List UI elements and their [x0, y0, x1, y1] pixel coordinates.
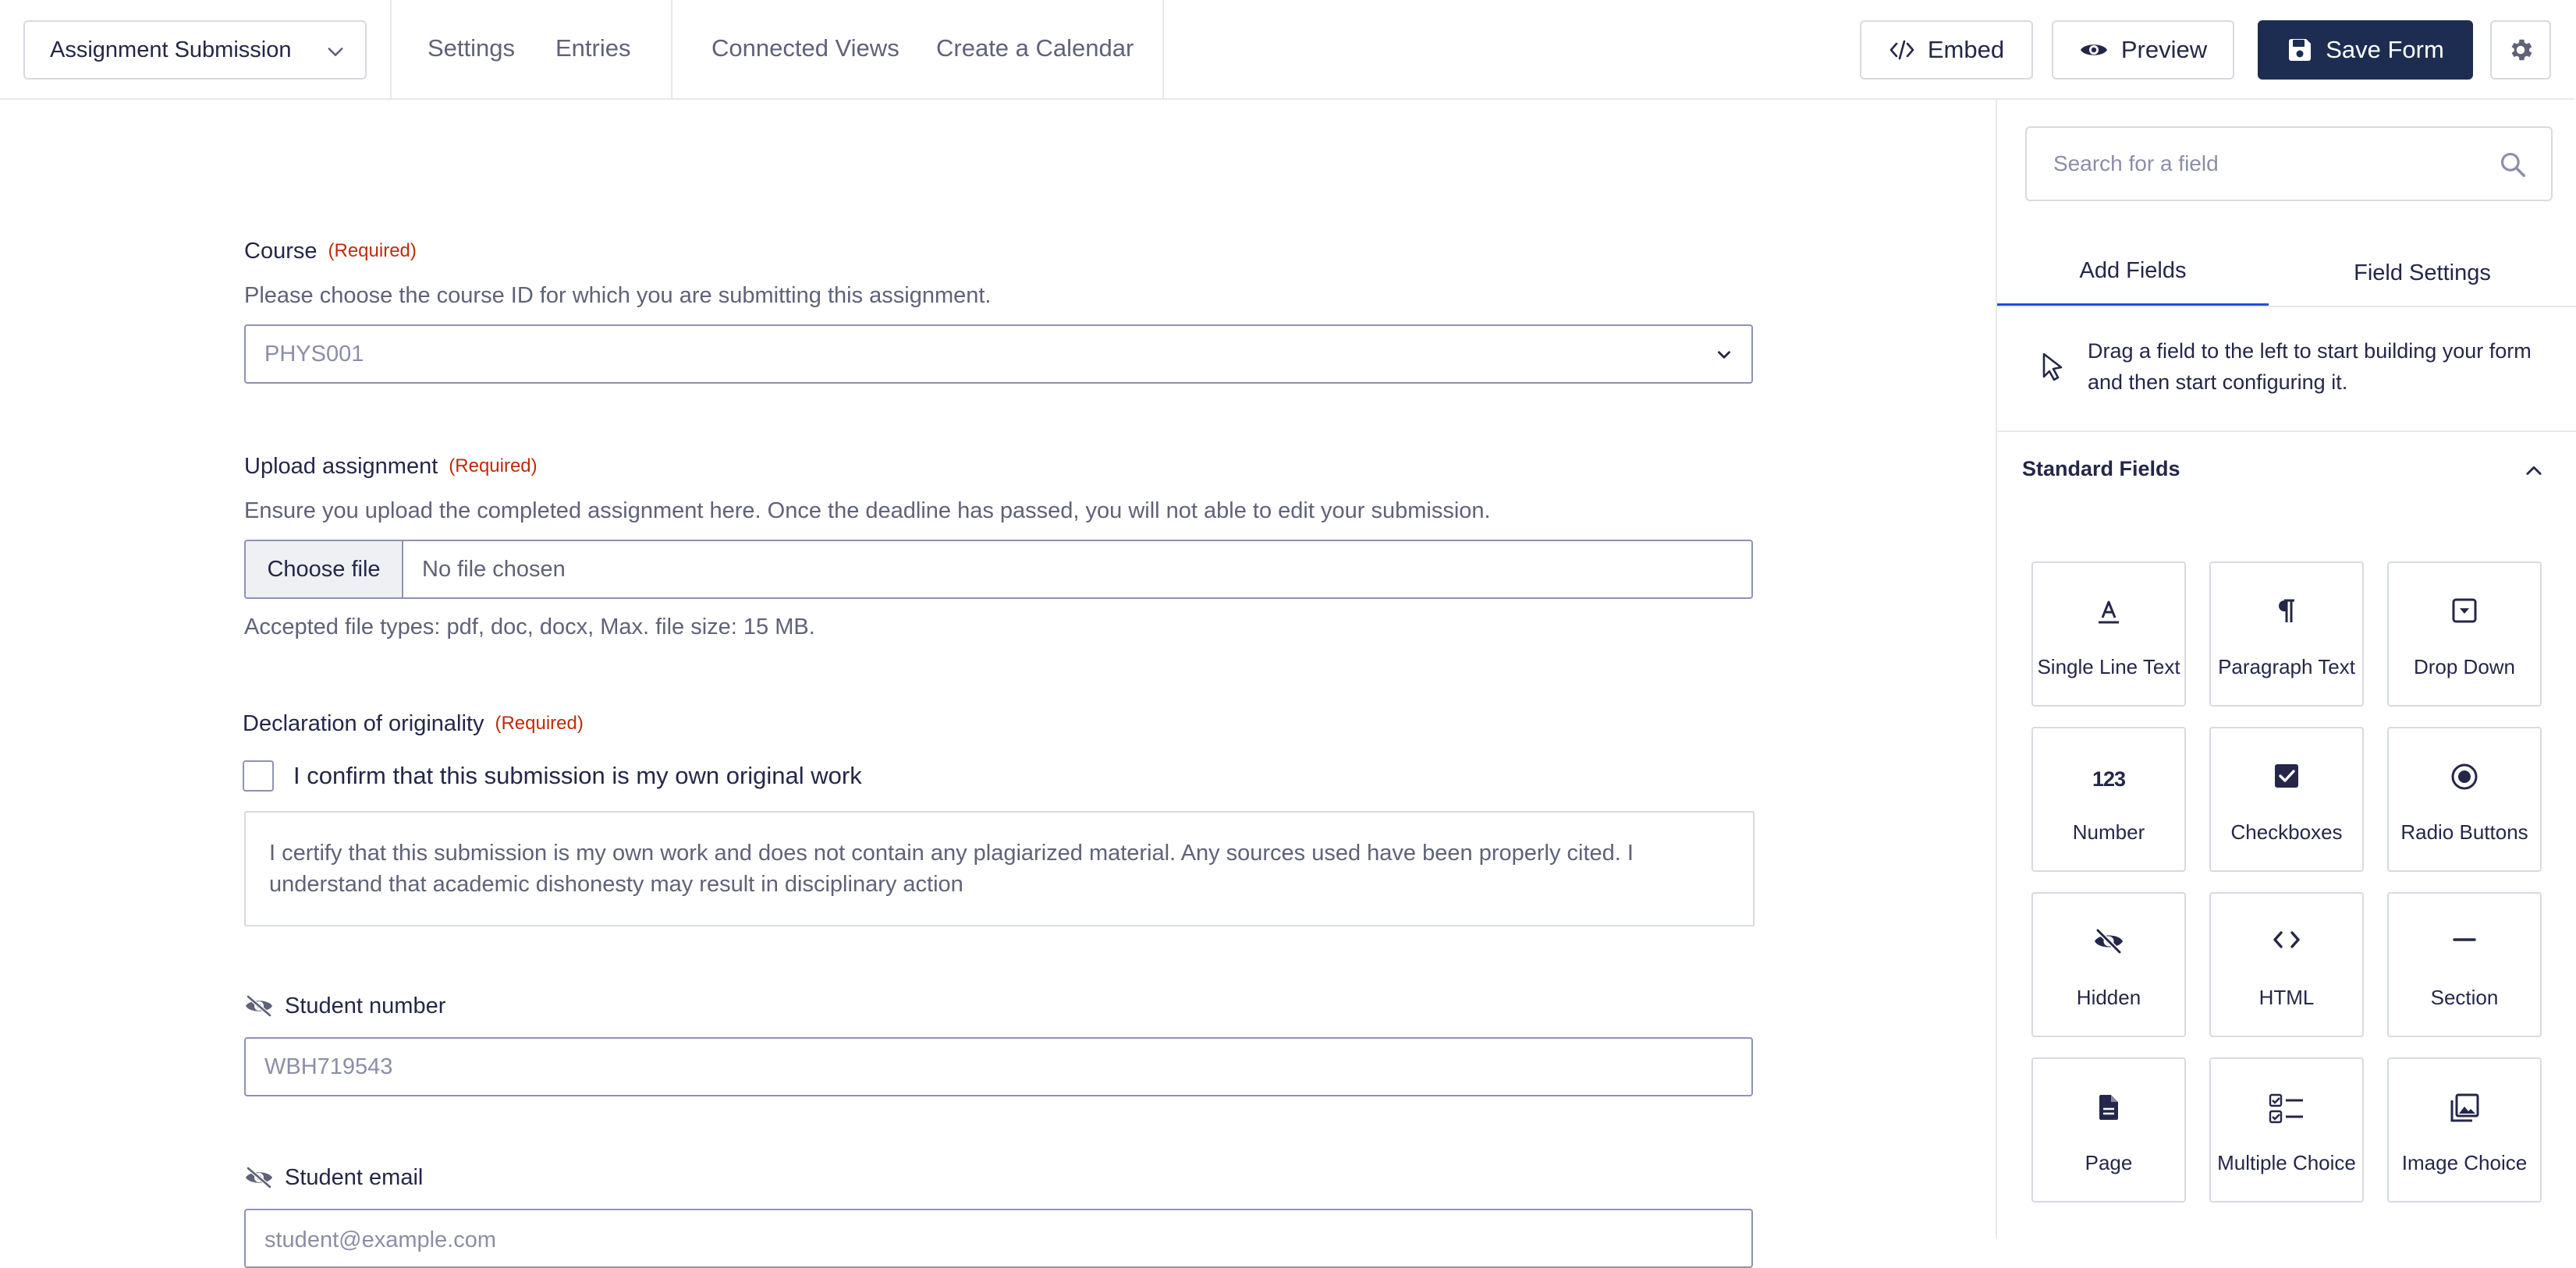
nav-entries[interactable]: Entries	[555, 34, 631, 62]
student-email-label-text: Student email	[285, 1165, 424, 1190]
course-select[interactable]	[244, 324, 1753, 384]
choose-file-button[interactable]: Choose file	[246, 541, 403, 597]
field-tile-label: Page	[2085, 1151, 2133, 1174]
field-tile-image-choice[interactable]	[2387, 1057, 2542, 1202]
field-tile-drop-down[interactable]	[2387, 561, 2542, 707]
upload-accepted-types-note: Accepted file types: pdf, doc, docx, Max. file size: 15 MB.	[244, 615, 815, 639]
cursor-pointer-icon	[2039, 351, 2066, 386]
field-tile-label: Checkboxes	[2230, 820, 2343, 844]
top-toolbar	[0, 0, 2574, 100]
eye-icon	[2079, 40, 2109, 60]
tab-add-fields[interactable]: Add Fields	[1997, 239, 2269, 307]
course-field-label	[244, 237, 417, 265]
field-tile-label: Multiple Choice	[2217, 1151, 2356, 1174]
checkbox-icon	[2211, 763, 2362, 789]
originality-checkbox[interactable]	[243, 760, 274, 792]
field-tile-single-line-text[interactable]	[2031, 561, 2186, 707]
field-tile-label: Single Line Text	[2037, 655, 2180, 678]
declaration-label-text: Declaration of originality	[243, 711, 484, 736]
student-number-placeholder: WBH719543	[264, 1054, 393, 1079]
form-canvas	[0, 101, 1996, 1252]
drag-hint-text: Drag a field to the left to start building your form and then start configuring it.	[2088, 339, 2532, 394]
section-icon	[2389, 928, 2540, 951]
standard-fields-heading[interactable]: Standard Fields	[2022, 457, 2180, 480]
embed-button[interactable]	[1860, 20, 2033, 80]
tabs-divider	[1997, 306, 2576, 307]
student-number-label-text: Student number	[285, 994, 446, 1018]
course-label-text: Course	[244, 239, 318, 264]
save-form-label: Save Form	[2326, 36, 2444, 63]
image-choice-icon	[2389, 1093, 2540, 1123]
toolbar-divider	[1162, 0, 1164, 100]
course-description: Please choose the course ID for which you are submitting this assignment.	[244, 283, 992, 308]
toolbar-divider	[671, 0, 672, 100]
student-number-field-label	[244, 992, 445, 1020]
radio-icon	[2389, 763, 2540, 791]
file-status-text: No file chosen	[422, 556, 566, 582]
field-tile-checkboxes[interactable]	[2209, 727, 2364, 872]
field-sidebar	[1996, 100, 2574, 1238]
nav-connected-views[interactable]: Connected Views	[711, 34, 899, 62]
upload-label-text: Upload assignment	[244, 454, 438, 479]
hidden-field-icon	[244, 1166, 274, 1189]
form-switcher-label: Assignment Submission	[50, 37, 292, 62]
chevron-down-icon	[1714, 345, 1734, 371]
file-upload-input[interactable]	[244, 540, 1753, 599]
field-tile-html[interactable]	[2209, 892, 2364, 1037]
field-tile-hidden[interactable]	[2031, 892, 2186, 1037]
field-tile-label: Radio Buttons	[2400, 820, 2528, 844]
field-tile-radio-buttons[interactable]	[2387, 727, 2542, 872]
hidden-icon	[2033, 928, 2184, 955]
required-indicator: (Required)	[495, 713, 584, 734]
tab-field-settings[interactable]: Field Settings	[2354, 260, 2491, 285]
chevron-up-icon[interactable]	[2523, 460, 2545, 486]
multiple-choice-icon	[2211, 1093, 2362, 1125]
save-form-button[interactable]	[2258, 20, 2473, 80]
field-tile-label: Section	[2430, 986, 2499, 1009]
field-tile-label: Number	[2072, 820, 2145, 844]
number-icon: 123	[2092, 767, 2126, 791]
field-search-placeholder: Search for a field	[2053, 151, 2219, 175]
originality-checkbox-label[interactable]: I confirm that this submission is my own original work	[293, 762, 862, 789]
upload-description: Ensure you upload the completed assignment here. Once the deadline has passed, you will not able to edit your submission.	[244, 498, 1491, 523]
field-tile-number[interactable]	[2031, 727, 2186, 872]
nav-settings[interactable]: Settings	[428, 34, 516, 62]
gear-icon	[2507, 36, 2535, 64]
single-line-text-icon	[2033, 597, 2184, 625]
required-indicator: (Required)	[449, 455, 538, 476]
field-tile-label: HTML	[2258, 986, 2315, 1009]
settings-gear-button[interactable]	[2490, 20, 2551, 80]
field-tile-paragraph-text[interactable]	[2209, 561, 2364, 707]
student-email-field-label	[244, 1164, 423, 1192]
upload-field-label	[244, 452, 538, 480]
toolbar-divider	[390, 0, 392, 100]
chevron-down-icon	[325, 41, 346, 69]
page-icon	[2033, 1093, 2184, 1121]
dropdown-icon	[2389, 597, 2540, 624]
embed-label: Embed	[1927, 36, 2005, 63]
field-tile-page[interactable]	[2031, 1057, 2186, 1202]
field-tile-label: Paragraph Text	[2218, 655, 2355, 678]
student-number-input[interactable]	[244, 1037, 1753, 1096]
hint-divider	[1997, 430, 2576, 432]
hidden-field-icon	[244, 994, 274, 1018]
code-icon	[2211, 928, 2362, 951]
search-icon	[2498, 150, 2528, 185]
declaration-text-block: I certify that this submission is my own work and does not contain any plagiarized material. Any sources used have been properly cited. I understand that academic dishonesty may result in disciplinary action	[244, 811, 1755, 926]
paragraph-icon	[2211, 597, 2362, 625]
preview-button[interactable]	[2052, 20, 2234, 80]
required-indicator: (Required)	[328, 240, 417, 261]
floppy-disk-icon	[2287, 37, 2313, 63]
field-tile-label: Image Choice	[2401, 1151, 2528, 1174]
course-select-value: PHYS001	[264, 341, 364, 367]
field-tile-label: Hidden	[2076, 986, 2141, 1009]
field-search-input[interactable]	[2025, 126, 2553, 201]
student-email-input[interactable]	[244, 1209, 1753, 1268]
field-tile-section[interactable]	[2387, 892, 2542, 1037]
declaration-field-label	[243, 710, 584, 738]
student-email-placeholder: student@example.com	[264, 1227, 497, 1252]
preview-label: Preview	[2120, 36, 2208, 63]
nav-create-calendar[interactable]: Create a Calendar	[936, 34, 1134, 62]
form-switcher-select[interactable]	[23, 20, 367, 80]
field-tile-multiple-choice[interactable]	[2209, 1057, 2364, 1202]
code-icon	[1889, 38, 1915, 62]
field-tile-label: Drop Down	[2413, 655, 2516, 678]
